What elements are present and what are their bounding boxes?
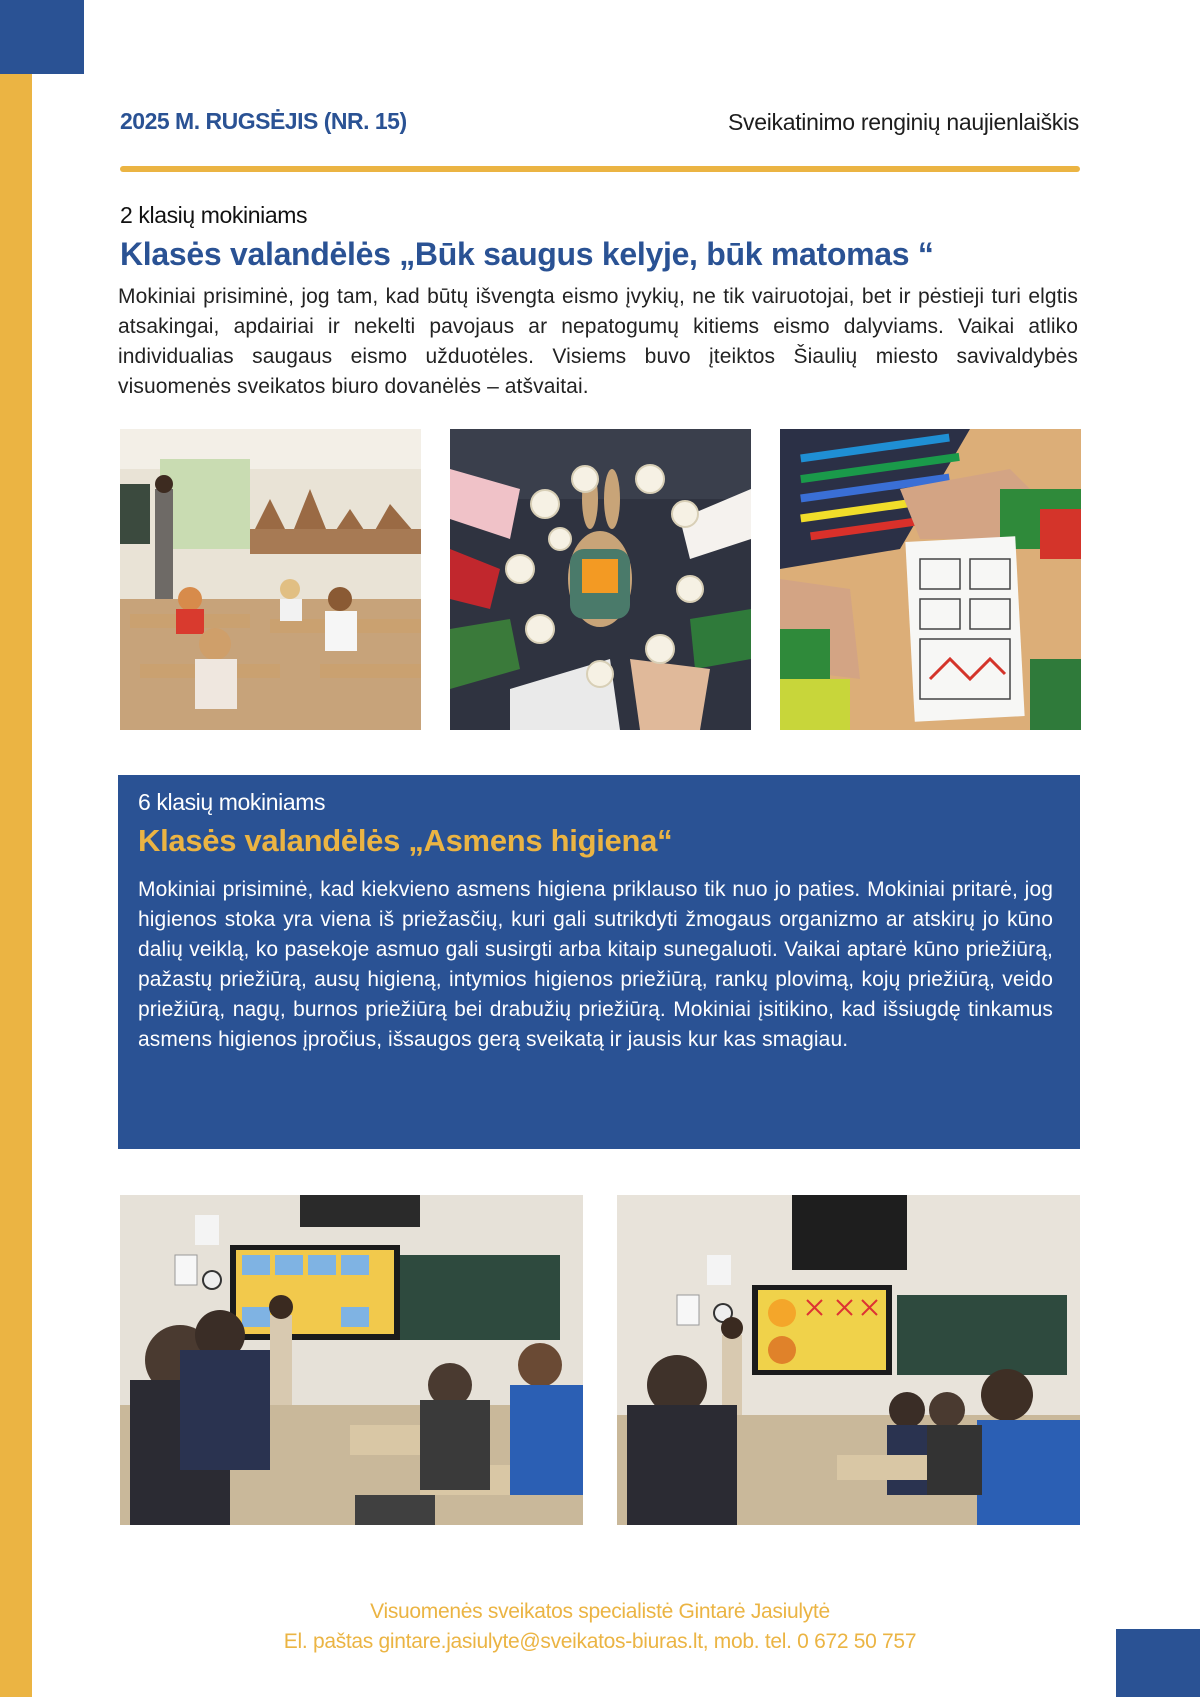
issue-label: 2025 M. RUGSĖJIS (NR. 15) [120,108,407,134]
bottom-corner-block [1116,1629,1200,1697]
section2-panel [118,775,1080,1149]
section2-body: Mokiniai prisiminė, kad kiekvieno asmens higiena priklauso tik nuo jo paties. Mokiniai pritarė, jog higienos stoka yra viena iš priežasčių, kuri gali sutrikdyti žmogaus organizmo ar atskirų jo kūno dalių veiklą, ko pasekoje asmuo gali susirgti arba kitaip sunegaluoti. Vaikai aptarė kūno priežiūrą, pažastų priežiūrą, ausų higieną, intymios higienos priežiūrą, rankų plovimą, kojų priežiūrą, veido priežiūrą, nagų, burnos priežiūrą bei drabužių priežiūrą. Mokiniai įsitikino, kad išsiugdę tinkamus asmens higienos įpročius, išsaugos gerą sveikatą ir jausis kur kas smagiau. [138,878,1053,1051]
header-divider [120,166,1080,172]
footer-contact-details: El. paštas gintare.jasiulyte@sveikatos-biuras.lt, mob. tel. 0 672 50 757 [283,1630,917,1653]
section1-audience: 2 klasių mokiniams [120,202,308,228]
section2-title: Klasės valandėlės „Asmens higiena“ [138,823,673,858]
top-corner-block [0,0,84,74]
photo-reflectors-toy [450,429,751,730]
photo-worksheet-markers [780,429,1081,730]
photo-hygiene-presentation-1 [120,1195,583,1525]
left-accent-stripe [0,0,32,1697]
section1-title: Klasės valandėlės „Būk saugus kelyje, būk matomas “ [120,236,934,272]
footer-contact-name: Visuomenės sveikatos specialistė Gintarė Jasiulytė [370,1600,830,1623]
photo-classroom-teacher [120,429,421,730]
section2-audience: 6 klasių mokiniams [138,789,326,815]
section1-body: Mokiniai prisiminė, jog tam, kad būtų išvengta eismo įvykių, ne tik vairuotojai, bet ir pėstieji turi elgtis atsakingai, apdairiai ir nekelti pavojaus ar nepatogumų kitiems eismo dalyviams. Vaikai atliko individualias saugaus eismo užduotėles. Visiems buvo įteiktos Šiaulių miesto savivaldybės visuomenės sveikatos biuro dovanėlės – atšvaitai. [118,285,1078,398]
newsletter-title: Sveikatinimo renginių naujienlaiškis [727,109,1079,135]
photo-hygiene-presentation-2 [617,1195,1080,1525]
